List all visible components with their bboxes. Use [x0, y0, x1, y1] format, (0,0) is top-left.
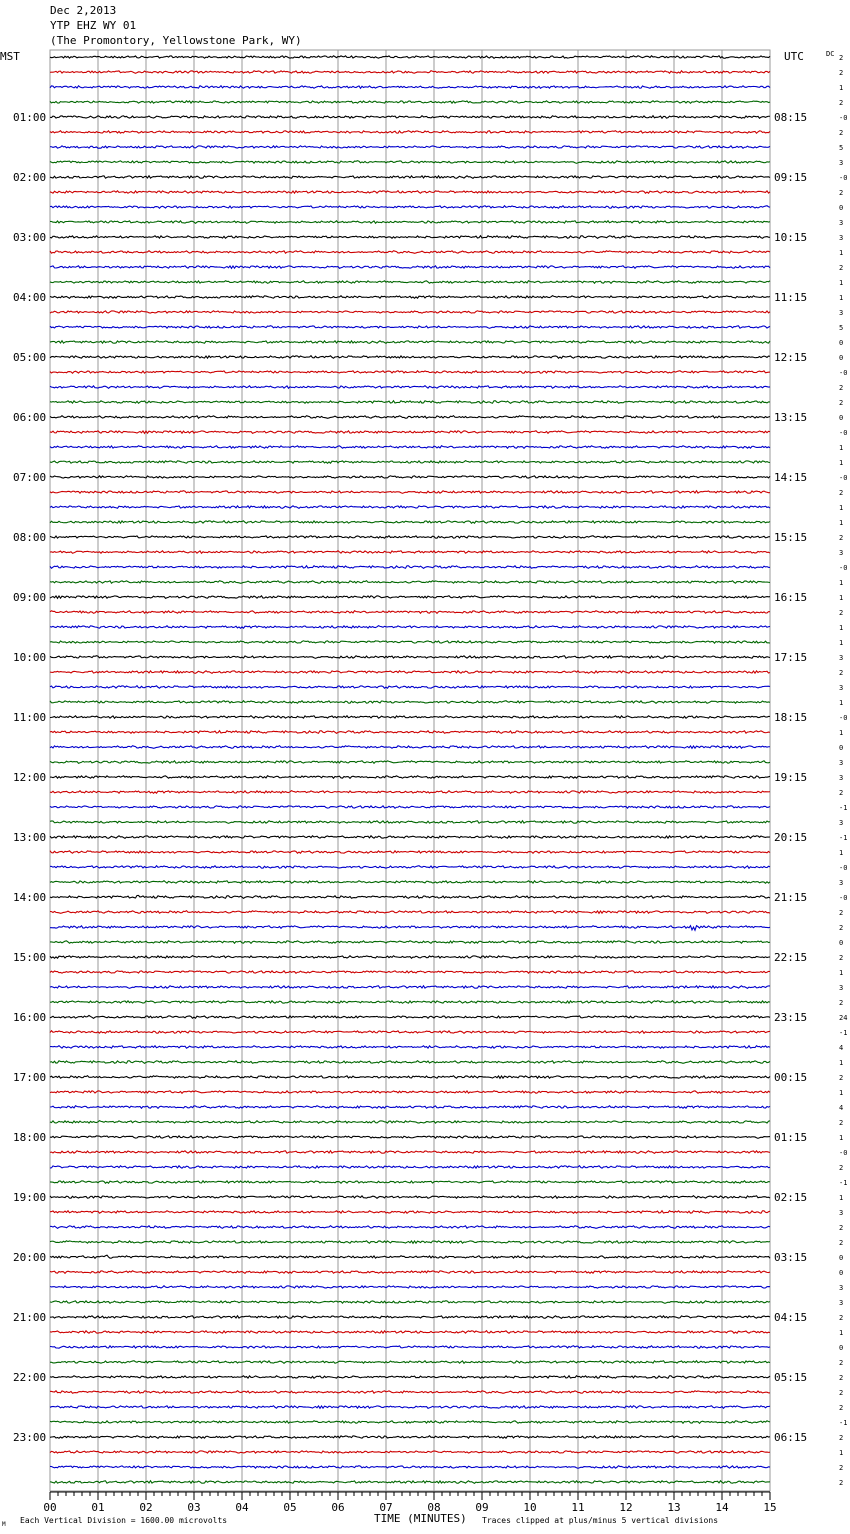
trace-line	[50, 1241, 770, 1244]
right-hour-label: 03:15	[774, 1251, 808, 1264]
x-tick-label: 14	[715, 1501, 729, 1514]
dc-offset-label: -0	[839, 564, 848, 572]
trace-line	[50, 1151, 770, 1154]
scale-note: Each Vertical Division = 1600.00 microvolts	[20, 1516, 228, 1525]
trace-line	[50, 506, 770, 509]
dc-offset-label: 3	[839, 159, 844, 167]
trace-line	[50, 641, 770, 643]
trace-line	[50, 761, 770, 764]
trace-line	[50, 206, 770, 208]
left-hour-label: 03:00	[13, 231, 47, 244]
right-hour-label: 17:15	[774, 651, 808, 664]
trace-line	[50, 476, 770, 478]
dc-offset-label: 3	[839, 774, 844, 782]
trace-line	[50, 1346, 770, 1348]
dc-offset-label: 2	[839, 69, 844, 77]
dc-offset-label: -0	[839, 864, 848, 872]
x-tick-label: 08	[427, 1501, 441, 1514]
trace-line	[50, 626, 770, 629]
left-hour-label: 17:00	[13, 1071, 47, 1084]
chart-date: Dec 2,2013	[50, 4, 117, 17]
dc-offset-label: 0	[839, 1269, 844, 1277]
trace-line	[50, 251, 770, 254]
dc-offset-label: 3	[839, 654, 844, 662]
dc-offset-label: 2	[839, 1314, 844, 1322]
trace-line	[50, 1076, 770, 1079]
dc-offset-label: 0	[839, 744, 844, 752]
left-hour-label: 05:00	[13, 351, 47, 364]
left-hour-label: 15:00	[13, 951, 47, 964]
x-tick-label: 05	[283, 1501, 297, 1514]
trace-line	[50, 701, 770, 704]
left-hour-label: 19:00	[13, 1191, 47, 1204]
dc-offset-label: 2	[839, 1434, 844, 1442]
dc-offset-label: 1	[839, 849, 844, 857]
dc-offset-label: 1	[839, 279, 844, 287]
dc-offset-label: 5	[839, 324, 844, 332]
dc-offset-label: -0	[839, 369, 848, 377]
clip-note: Traces clipped at plus/minus 5 vertical divisions	[482, 1516, 719, 1525]
trace-line	[50, 191, 770, 194]
trace-line	[50, 1136, 770, 1139]
right-hour-label: 13:15	[774, 411, 808, 424]
dc-offset-label: -1	[839, 804, 848, 812]
trace-line	[50, 176, 770, 179]
right-hour-label: 08:15	[774, 111, 808, 124]
dc-offset-label: 0	[839, 204, 844, 212]
dc-offset-label: 3	[839, 1284, 844, 1292]
dc-offset-label: 1	[839, 459, 844, 467]
trace-line	[50, 371, 770, 373]
trace-line	[50, 1451, 770, 1453]
trace-line	[50, 956, 770, 959]
x-tick-label: 02	[139, 1501, 153, 1514]
trace-line	[50, 1436, 770, 1439]
trace-line	[50, 941, 770, 944]
right-hour-label: 18:15	[774, 711, 808, 724]
trace-line	[50, 851, 770, 854]
dc-offset-label: 1	[839, 84, 844, 92]
trace-line	[50, 551, 770, 554]
trace-line	[50, 806, 770, 809]
trace-line	[50, 971, 770, 974]
left-hour-label: 21:00	[13, 1311, 47, 1324]
dc-offset-label: 2	[839, 1074, 844, 1082]
trace-line	[50, 986, 770, 989]
right-hour-label: 19:15	[774, 771, 808, 784]
trace-line	[50, 1211, 770, 1214]
trace-line	[50, 101, 770, 103]
trace-line	[50, 131, 770, 133]
x-tick-label: 07	[379, 1501, 393, 1514]
dc-offset-label: 2	[839, 1479, 844, 1487]
trace-line	[50, 1361, 770, 1364]
dc-offset-label: 2	[839, 1119, 844, 1127]
left-timezone-label: MST	[0, 50, 20, 63]
dc-offset-label: 2	[839, 924, 844, 932]
trace-line	[50, 926, 770, 931]
dc-offset-label: 24	[839, 1014, 848, 1022]
dc-offset-label: 1	[839, 1329, 844, 1337]
dc-offset-label: -1	[839, 1179, 848, 1187]
right-hour-label: 11:15	[774, 291, 808, 304]
trace-line	[50, 581, 770, 584]
left-hour-label: 16:00	[13, 1011, 47, 1024]
right-hour-label: 22:15	[774, 951, 808, 964]
dc-offset-label: 1	[839, 249, 844, 257]
seismic-traces	[50, 56, 770, 1484]
footer-mark: M	[2, 1521, 6, 1528]
dc-offset-label: 3	[839, 759, 844, 767]
dc-offset-label: 3	[839, 549, 844, 557]
left-hour-label: 22:00	[13, 1371, 47, 1384]
dc-offset-label: 2	[839, 54, 844, 62]
dc-offset-label: 2	[839, 609, 844, 617]
dc-offset-label: 1	[839, 294, 844, 302]
dc-offset-label: 2	[839, 534, 844, 542]
dc-offset-label: -0	[839, 714, 848, 722]
trace-line	[50, 296, 770, 299]
left-hour-label: 04:00	[13, 291, 47, 304]
dc-offset-label: 1	[839, 639, 844, 647]
trace-line	[50, 791, 770, 794]
dc-offset-label: 2	[839, 1224, 844, 1232]
trace-line	[50, 731, 770, 734]
trace-line	[50, 1166, 770, 1169]
trace-line	[50, 221, 770, 224]
trace-line	[50, 431, 770, 434]
trace-line	[50, 1271, 770, 1274]
dc-offset-label: 2	[839, 129, 844, 137]
right-hour-label: 05:15	[774, 1371, 808, 1384]
trace-line	[50, 911, 770, 914]
trace-line	[50, 1015, 770, 1018]
right-hour-label: 09:15	[774, 171, 808, 184]
trace-line	[50, 236, 770, 239]
dc-offset-label: 1	[839, 1449, 844, 1457]
dc-offset-label: -0	[839, 114, 848, 122]
trace-line	[50, 1001, 770, 1004]
x-tick-label: 12	[619, 1501, 633, 1514]
x-tick-label: 03	[187, 1501, 201, 1514]
trace-line	[50, 836, 770, 839]
dc-offset-label: 1	[839, 579, 844, 587]
left-hour-label: 14:00	[13, 891, 47, 904]
dc-offset-label: 1	[839, 699, 844, 707]
trace-line	[50, 1316, 770, 1319]
dc-offset-label: 1	[839, 519, 844, 527]
dc-offset-label: -1	[839, 1029, 848, 1037]
dc-offset-label: 0	[839, 1254, 844, 1262]
left-hour-label: 18:00	[13, 1131, 47, 1144]
trace-line	[50, 71, 770, 74]
right-hour-label: 04:15	[774, 1311, 808, 1324]
dc-offset-label: 2	[839, 1374, 844, 1382]
trace-line	[50, 341, 770, 344]
dc-offset-label: 2	[839, 1239, 844, 1247]
right-hour-label: 12:15	[774, 351, 808, 364]
dc-offset-label: 0	[839, 339, 844, 347]
dc-offset-label: -0	[839, 429, 848, 437]
trace-line	[50, 746, 770, 749]
trace-line	[50, 86, 770, 89]
dc-offset-label: 2	[839, 384, 844, 392]
dc-offset-label: 2	[839, 264, 844, 272]
dc-offset-label: 1	[839, 594, 844, 602]
dc-offset-label: -1	[839, 1419, 848, 1427]
trace-line	[50, 56, 770, 59]
right-hour-label: 23:15	[774, 1011, 808, 1024]
left-hour-label: 20:00	[13, 1251, 47, 1264]
trace-line	[50, 611, 770, 614]
trace-line	[50, 895, 770, 898]
dc-offset-label: 2	[839, 909, 844, 917]
dc-offset-label: 1	[839, 1134, 844, 1142]
trace-line	[50, 326, 770, 329]
dc-offset-label: 1	[839, 729, 844, 737]
trace-line	[50, 686, 770, 689]
dc-offset-label: 2	[839, 999, 844, 1007]
left-hour-label: 12:00	[13, 771, 47, 784]
trace-line	[50, 1406, 770, 1409]
trace-line	[50, 866, 770, 869]
trace-line	[50, 1226, 770, 1229]
trace-line	[50, 281, 770, 284]
right-hour-label: 02:15	[774, 1191, 808, 1204]
dc-offset-label: 2	[839, 669, 844, 677]
trace-line	[50, 161, 770, 164]
trace-line	[50, 1391, 770, 1394]
trace-line	[50, 1031, 770, 1034]
left-hour-label: 01:00	[13, 111, 47, 124]
dc-offset-label: 1	[839, 1089, 844, 1097]
x-tick-label: 15	[763, 1501, 777, 1514]
dc-label: DC	[826, 50, 835, 58]
dc-offset-label: 1	[839, 624, 844, 632]
dc-offset-label: 3	[839, 309, 844, 317]
dc-offset-label: 1	[839, 504, 844, 512]
right-hour-label: 20:15	[774, 831, 808, 844]
x-axis-title: TIME (MINUTES)	[374, 1512, 467, 1525]
trace-line	[50, 1255, 770, 1258]
dc-offset-label: 2	[839, 954, 844, 962]
x-tick-label: 04	[235, 1501, 249, 1514]
right-hour-label: 16:15	[774, 591, 808, 604]
left-hour-label: 23:00	[13, 1431, 47, 1444]
left-hour-label: 13:00	[13, 831, 47, 844]
trace-line	[50, 596, 770, 599]
dc-offset-label: 2	[839, 1389, 844, 1397]
trace-line	[50, 566, 770, 569]
dc-offset-label: 3	[839, 234, 844, 242]
right-hour-label: 06:15	[774, 1431, 808, 1444]
trace-line	[50, 1421, 770, 1424]
right-hour-label: 14:15	[774, 471, 808, 484]
right-hour-label: 10:15	[774, 231, 808, 244]
trace-line	[50, 116, 770, 119]
trace-line	[50, 146, 770, 149]
dc-offset-label: 4	[839, 1104, 844, 1112]
dc-offset-label: 0	[839, 354, 844, 362]
trace-line	[50, 1121, 770, 1124]
dc-offset-label: 2	[839, 489, 844, 497]
right-hour-label: 00:15	[774, 1071, 808, 1084]
left-hour-label: 06:00	[13, 411, 47, 424]
dc-offset-label: 0	[839, 414, 844, 422]
x-tick-label: 11	[571, 1501, 585, 1514]
dc-offset-label: 2	[839, 1404, 844, 1412]
left-hour-label: 10:00	[13, 651, 47, 664]
trace-line	[50, 1466, 770, 1469]
dc-offset-label: -0	[839, 174, 848, 182]
left-hour-label: 07:00	[13, 471, 47, 484]
trace-line	[50, 401, 770, 404]
dc-offset-label: 3	[839, 819, 844, 827]
dc-offset-label: 2	[839, 1164, 844, 1172]
trace-line	[50, 266, 770, 269]
time-axis	[43, 1492, 776, 1514]
trace-line	[50, 1091, 770, 1094]
trace-line	[50, 656, 770, 659]
trace-line	[50, 446, 770, 449]
trace-line	[50, 1061, 770, 1064]
dc-offset-label: 0	[839, 939, 844, 947]
left-hour-label: 09:00	[13, 591, 47, 604]
dc-offset-label: 4	[839, 1044, 844, 1052]
trace-line	[50, 311, 770, 313]
right-timezone-label: UTC	[784, 50, 804, 63]
dc-offset-label: -0	[839, 894, 848, 902]
dc-offset-label: 2	[839, 399, 844, 407]
dc-offset-label: 3	[839, 684, 844, 692]
trace-line	[50, 1106, 770, 1109]
trace-line	[50, 1181, 770, 1183]
dc-offset-label: 1	[839, 1194, 844, 1202]
dc-offset-label: 1	[839, 969, 844, 977]
dc-offset-label: 3	[839, 1299, 844, 1307]
trace-line	[50, 716, 770, 719]
x-tick-label: 13	[667, 1501, 681, 1514]
trace-line	[50, 821, 770, 824]
dc-offset-label: -0	[839, 1149, 848, 1157]
trace-line	[50, 461, 770, 464]
trace-line	[50, 491, 770, 494]
dc-offset-label: 3	[839, 219, 844, 227]
dc-offset-label: 2	[839, 789, 844, 797]
chart-location: (The Promontory, Yellowstone Park, WY)	[50, 34, 302, 47]
left-hour-label: 02:00	[13, 171, 47, 184]
x-tick-label: 10	[523, 1501, 537, 1514]
dc-offset-label: 3	[839, 1209, 844, 1217]
dc-offset-label: 2	[839, 1464, 844, 1472]
trace-line	[50, 1196, 770, 1199]
left-hour-label: 08:00	[13, 531, 47, 544]
dc-offset-label: 3	[839, 879, 844, 887]
x-tick-label: 09	[475, 1501, 489, 1514]
trace-line	[50, 1481, 770, 1484]
trace-line	[50, 671, 770, 674]
trace-line	[50, 1046, 770, 1049]
dc-offset-label: 5	[839, 144, 844, 152]
x-tick-label: 01	[91, 1501, 105, 1514]
dc-offset-label: 2	[839, 1359, 844, 1367]
trace-line	[50, 1331, 770, 1334]
trace-line	[50, 416, 770, 419]
dc-offset-label: 0	[839, 1344, 844, 1352]
trace-line	[50, 881, 770, 884]
chart-station: YTP EHZ WY 01	[50, 19, 137, 32]
dc-offset-label: 1	[839, 1059, 844, 1067]
right-hour-label: 21:15	[774, 891, 808, 904]
trace-line	[50, 1376, 770, 1379]
left-hour-label: 11:00	[13, 711, 47, 724]
trace-line	[50, 521, 770, 524]
x-tick-label: 06	[331, 1501, 345, 1514]
trace-line	[50, 776, 770, 779]
trace-line	[50, 356, 770, 359]
dc-offset-label: 1	[839, 444, 844, 452]
dc-offset-label: 2	[839, 189, 844, 197]
trace-line	[50, 1301, 770, 1304]
dc-offset-label: -1	[839, 834, 848, 842]
right-hour-label: 15:15	[774, 531, 808, 544]
dc-offset-label: 3	[839, 984, 844, 992]
dc-offset-label: 2	[839, 99, 844, 107]
dc-offset-label: -0	[839, 474, 848, 482]
x-tick-label: 00	[43, 1501, 57, 1514]
trace-line	[50, 536, 770, 539]
trace-line	[50, 386, 770, 389]
right-hour-label: 01:15	[774, 1131, 808, 1144]
trace-line	[50, 1286, 770, 1288]
